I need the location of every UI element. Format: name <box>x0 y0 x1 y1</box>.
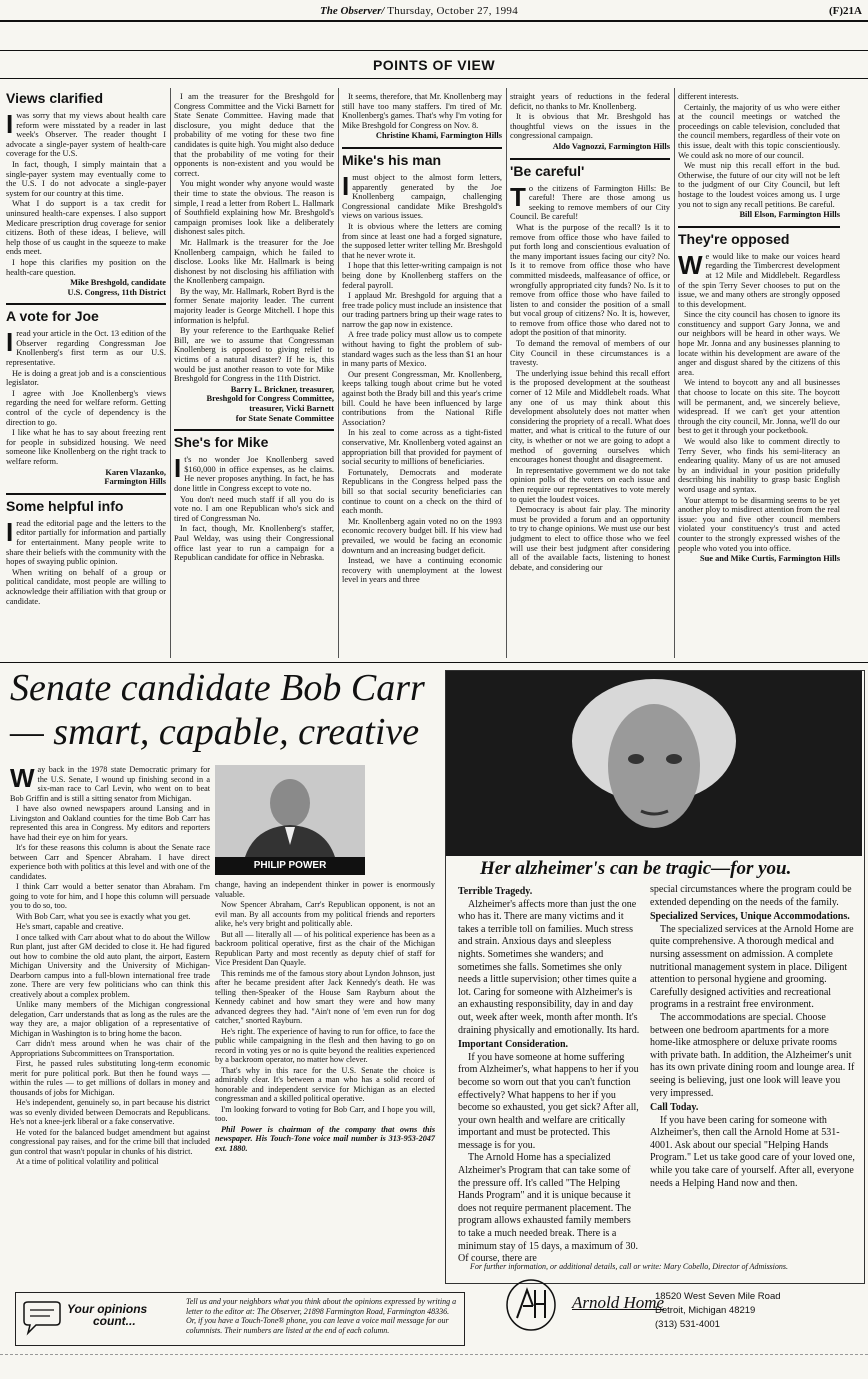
column-paragraph: I once talked with Carr about what to do about the Willow Run plant, just after GM decided to close it. He had figured out how to combine the old auto plant, the airport, Eastern Michigan University and the University of Michigan-Dearborn campus into a full-blown international free trade zone. There are very few politicians who can think this creatively about a complex problem. <box>10 932 210 999</box>
column-paragraph: change, having an independent thinker in power is enormously valuable. <box>215 880 435 899</box>
letter-paragraph: I hope that this letter-writing campaign is not being done by Knollenberg staffers on the federal payroll. <box>342 261 502 290</box>
elderly-woman-image <box>446 671 862 856</box>
letter-paragraph: Our present Congressman, Mr. Knollenberg, keeps talking tough about crime but he voted against both the Brady bill and this year's crime bill. Could he have been influenced by large contributions from the National Rifle Association? <box>342 369 502 427</box>
drop-cap: T <box>510 181 526 212</box>
letter-paragraph: In fact, though, Mr. Knollenberg's staffer, Paul Welday, was using their Congressional office last year to run a campaign for a Republican candidate for office in Nebraska. <box>174 524 334 563</box>
ad-brand-name: Arnold Home <box>572 1293 665 1312</box>
column-paragraph: He voted for the balanced budget amendment but against congressional pay raises, and for the crime bill that included gun control that wasn't popular in chunks of his district. <box>10 1127 210 1156</box>
photo-caption: PHILIP POWER <box>215 857 365 875</box>
letter-paragraph: I like what he has to say about freezing rent for people in subsidized housing. We need someone like Knollenberg on the right track to welfare reform. <box>6 428 166 466</box>
column-paragraph: At a time of political volatility and political <box>16 1157 159 1166</box>
letter-signature: Christine Khami, Farmington Hills <box>375 131 502 141</box>
letter-paragraph: Democracy is about fair play. The minority must be provided a forum and an opportunity to try to change opinions. We must use our best judgment to elect to office those who we feel will use their best judgment after considering all of the available facts, listening to honest debate, and considering our <box>510 505 670 572</box>
letter-paragraph: I applaud Mr. Breshgold for arguing that a free trade policy must include an insistence that our trading partners bring up their wage rates to narrow the gap now in existence. <box>342 291 503 329</box>
letter-paragraph: We intend to boycott any and all businesses that choose to locate on this site. The boycott will be permanent, and, we sincerely believe, widespread. If we can't get your attention through the city council, Mr. Jonna, we'll do our best to get it through your pocketbook. <box>678 378 840 436</box>
column-paragraph: But all — literally all — of his political experience has been as a backroom political operative, first as the chair of the Michigan Republican Party and most recently as deputy chief of staff for Vice President Dan Quayle. <box>215 929 435 967</box>
issue-date: Thursday, October 27, 1994 <box>387 5 519 17</box>
letter-signature: Mike Breshgold, candidate U.S. Congress, 11th District <box>67 278 166 297</box>
letter-paragraph: He is doing a great job and is a conscientious legislator. <box>6 368 166 388</box>
column-paragraph: Unlike many members of the Michigan congressional delegation, Carr understands that as long as the rules are the way they are, a major obligation of a representative of Michigan in Washington is to bring home the bacon. <box>10 1000 210 1038</box>
speech-bubble-icon <box>22 1301 62 1335</box>
column-divider <box>338 88 339 658</box>
ad-paragraph: Alzheimer's affects more than just the one who has it. There are many victims and it takes a terrible toll on families. Much stress and strain. Anxious days and sleepless nights. Sometimes she wanders; and sometimes she falls. Sometimes she only needs a little supervision; other times quite a lot. Caring for someone with Alzheimer's is an exhausting responsibility, day in and day out, week after week, month after month. It's draining physically and emotionally. Its hard. <box>458 898 640 1036</box>
letter-paragraph: Imust object to the almost form letters, apparently generated by the Joe Knollenberg campaign, challenging Congressional candidate Mike Breshgold's views on various issues. <box>342 170 502 221</box>
letter-paragraph: We would also like to comment directly to Terry Sever, who finds his semi-literacy an endearing quality. Many of us are not amused by an individual in your position pridefully describing his inability to grasp basic English word usage and syntax. <box>678 437 840 494</box>
ad-paragraph: special circumstances where the program could be extended depending on the needs of the family. <box>650 884 852 908</box>
letter-paragraph: Iwas sorry that my views about health care reform were misstated by a reader in last week's Observer. The reader thought I advocate a single-payer system of health-care coverage for the U.S. <box>6 109 166 159</box>
column-paragraph: That's why in this race for the U.S. Senate the choice is admirably clear. It's between a man who has a solid record of honorable and independent service for Michigan as an elected congressman and a skilled political operative. <box>215 1065 435 1103</box>
drop-cap: W <box>10 763 35 793</box>
ad-phone: (313) 531-4001 <box>655 1319 720 1330</box>
section-divider <box>0 662 868 663</box>
drop-cap: I <box>6 516 14 547</box>
ad-paragraph: The Arnold Home has a specialized Alzheimer's Program that can take some of the pressure off. It's called "The Helping Hands Program" and it is unique because it does not require permanent placement. The program allows exhausted family members to take a much needed break. There is a minimum stay of 15 days, a maximum of 30. Of course, there are <box>458 1152 638 1265</box>
letter-signature: Karen Vlazanko, Farmington Hills <box>104 467 166 487</box>
letter-paragraph: I hope this clarifies my position on the health-care question. <box>6 257 166 277</box>
column-paragraph: Way back in the 1978 state Democratic primary for the U.S. Senate, I wound up finishing second in a six-man race to Carl Levin, who went on to beat Bob Griffin and is still a sitting senator from Michigan. <box>10 763 210 803</box>
headline-some-helpful-info: Some helpful info <box>6 493 166 515</box>
letters-column-4 <box>510 92 670 658</box>
letter-signature: Bill Elson, Farmington Hills <box>739 210 840 220</box>
letters-column-2 <box>174 92 334 658</box>
letter-paragraph: By the way, Mr. Hallmark, Robert Byrd is the former Senate majority leader. The current majority leader is George Mitchell. I hope this information is helpful. <box>174 286 334 325</box>
letter-paragraph: In representative government we do not take opinion polls of the voters on each issue and then require our representatives to vote merely to quiet the loudest voices. <box>510 465 670 504</box>
ad-footer-note: For further information, or additional details, call or write: Mary Cobello, Director of Admissions. <box>470 1262 788 1271</box>
letter-paragraph: You don't need much staff if all you do is vote no. I am one Republican who's sick and tired of Congressman No. <box>174 494 334 523</box>
letter-paragraph: I agree with Joe Knollenberg's views regarding the need for welfare reform. Getting control of the cycle of dependency is the direction to go. <box>6 388 166 427</box>
letter-paragraph: different interests. <box>678 92 739 101</box>
page-bottom-edge <box>0 1354 868 1356</box>
headline-shes-for-mike: She's for Mike <box>174 429 334 451</box>
your-opinions-badge <box>22 1301 158 1335</box>
page-number: (F)21A <box>829 5 862 17</box>
carr-column-2 <box>215 880 435 1260</box>
letter-paragraph: It's no wonder Joe Knollenberg saved $160,000 in office expenses, as he claims. He never proposes anything. In fact, he has done little in Congress except to vote no. <box>174 453 334 493</box>
headline-be-careful: 'Be careful' <box>510 158 670 180</box>
letter-paragraph: A free trade policy must allow us to compete without having to fight the problem of sub-standard wages such as the less than $1 an hour in many parts of Mexico. <box>342 330 502 369</box>
drop-cap: I <box>174 453 182 484</box>
ad-paragraph: If you have someone at home suffering from Alzheimer's, what happens to her if you become so worn out that you can't function effectively? What happens to her if you become so exhausted, you get sick? After all, your own health and welfare are critically important and must be protected. This message is for you. <box>458 1051 639 1151</box>
column-paragraph: Carr didn't mess around when he was chair of the Appropriations Subcommittees on Transportation. <box>10 1039 210 1058</box>
ad-subhead: Specialized Services, Unique Accommodations. <box>650 911 850 923</box>
letter-signature: Barry L. Brickner, treasurer, Breshgold for Congress Committee, treasurer, Vicki Barnett for State Senate Committee <box>206 384 334 423</box>
letter-paragraph: In fact, though, I simply maintain that a single-payer system may eventually come to the U.S. I do not advocate a single-payer system for our country at this time. <box>6 159 166 198</box>
letter-signature: Aldo Vagnozzi, Farmington Hills <box>552 141 670 151</box>
carr-column-1 <box>10 765 210 1260</box>
letter-paragraph: Mr. Hallmark is the treasurer for the Joe Knollenberg campaign, which he failed to disclose. Looks like Mr. Hallmark is being dishonest by not disclosing his affiliation with the Knollenberg campaign. <box>174 237 334 286</box>
column-paragraph: This reminds me of the famous story about Lyndon Johnson, just after he became president after Jack Kennedy's death. He was telling then-Speaker of the House Sam Rayburn about the Kennedy cabinet and how smart they were and how many advanced degrees they had. "Ain't none of 'em even run for dog catcher," snorted Rayburn. <box>215 968 435 1025</box>
letter-paragraph: To the citizens of Farmington Hills: Be careful! There are those among us seeking to remove members of our City Council. Be careful! <box>510 181 670 222</box>
letter-paragraph: Iread the editorial page and the letters to the editor partially for information and partially for entertainment. Many people write to share their beliefs with the community with the hopes of swaying public opinion. <box>6 516 166 567</box>
letter-paragraph: What I do support is a tax credit for uninsured health-care expenses. I also support Medicare prescription drug coverage for senior citizens. Both of these ideas, I believe, will help those of us caught in the squeeze to make ends meet. <box>6 199 166 257</box>
ad-paragraph: The accommodations are special. Choose between one bedroom apartments for a more home-like atmosphere or deluxe private rooms with private bath. In addition, the Alzheimer's unit has its own private dining room and lounge area. If seeing is believing, just one look will leave you very impressed. <box>650 1011 855 1099</box>
drop-cap: I <box>342 170 350 201</box>
masthead <box>320 5 518 17</box>
letter-paragraph: Iread your article in the Oct. 13 edition of the Observer regarding Congressman Joe Knollenberg's first term as our U.S. representative. <box>6 327 166 368</box>
column-paragraph: He's right. The experience of having to run for office, to face the public while campaigning in the flesh and then having to go on record in voting yes or no is quite beyond the realities experienced by a backroom operator, no matter how clever. <box>215 1026 435 1064</box>
page-header <box>0 0 868 44</box>
headline-mikes-his-man: Mike's his man <box>342 147 502 169</box>
letter-paragraph: In his zeal to come across as a tight-fisted conservative, Mr. Knollenberg voted against an appropriation bill that provided for payment of social security to millions of beneficiaries. <box>342 428 502 467</box>
column-paragraph: It's for these reasons this column is about the Senate race between Carr and Spencer Abraham. I have direct experience both with politics at this level and with one of the candidates. <box>10 843 210 881</box>
portrait-image <box>215 765 365 857</box>
address-city: Detroit, Michigan 48219 <box>655 1305 756 1316</box>
header-rule <box>0 20 868 22</box>
headline-views-clarified: Views clarified <box>6 90 104 106</box>
columnist-photo <box>215 765 365 875</box>
ad-subhead: Call Today. <box>650 1102 699 1114</box>
drop-cap: I <box>6 327 14 358</box>
column-divider <box>506 88 507 658</box>
letter-paragraph: You might wonder why anyone would waste their time to state the obvious. The reason is simple, I read a letter from Robert L. Hallmark of Southfield explaining how Mr. Breshgold's campaign promises look like a deliberately dishonest sales pitch. <box>174 179 334 237</box>
letter-paragraph: The underlying issue behind this recall effort is the proposed development at the southeast corner of 12 Mile and Middlebelt roads. What any one of us may think about this development absolutely does not matter when considering the propriety of a recall. What does matter, and what is critical to the future of our city, is whether or not we are going to adopt a method of governing ourselves which encourages honest thought and disagreement. <box>510 368 670 465</box>
column-divider <box>170 88 171 658</box>
column-headline: Senate candidate Bob Carr — smart, capable, creative <box>10 667 425 753</box>
ad-subhead: Important Consideration. <box>458 1039 569 1051</box>
ad-column-2 <box>650 884 855 1256</box>
letter-paragraph: Instead, we have a continuing economic recovery with unemployment at the lowest level in years and three <box>342 556 502 585</box>
section-title: POINTS OF VIEW <box>372 57 496 73</box>
letter-paragraph: straight years of reductions in the federal deficit, no thanks to Mr. Knollenberg. <box>510 92 670 111</box>
letter-paragraph: It seems, therefore, that Mr. Knollenberg may still have too many staffers. I'm tired of Mr. Knollenberg's games. That's why I'm voting for Mike Breshgold for Congress on Nov. 8. <box>342 92 502 130</box>
column-paragraph: He's independent, genuinely so, in part because his district was so evenly divided between Democrats and Republicans. He's not a knee-jerk liberal or a fake conservative. <box>10 1098 210 1126</box>
ad-headline: Her alzheimer's can be tragic—for you. <box>480 858 792 879</box>
column-paragraph: I think Carr would a better senator than Abraham. I'm going to vote for him, and I hope this column will persuade you to do so, too. <box>10 882 210 910</box>
drop-cap: I <box>6 109 14 139</box>
drop-cap: W <box>678 249 703 280</box>
column-paragraph: With Bob Carr, what you see is exactly what you get. <box>16 911 191 921</box>
ad-paragraph: The specialized services at the Arnold Home are quite comprehensive. A thorough medical and nursing assessment on admission. A complete nutritional management system in place. Diligent attention to personal hygiene and grooming. Carefully designed activities and recreational programs in a restraint free environment. <box>650 923 854 1011</box>
headline-theyre-opposed: They're opposed <box>678 226 840 248</box>
letter-paragraph: When writing on behalf of a group or political candidate, most people are willing to acknowledge their affiliation with that group or candidate. <box>6 567 166 606</box>
section-rule-bottom <box>0 78 868 79</box>
ad-paragraph: If you have been caring for someone with Alzheimer's, then call the Arnold Home at 531-4001. Ask about our special "Helping Hands Program." Let us take good care of your loved one, while you take care of yourself. After all, everyone needs a Helping Hand now and then. <box>650 1114 855 1189</box>
section-rule-top <box>0 50 868 51</box>
letter-paragraph: Since the city council has chosen to ignore its constituency and support Gary Jonna, we and our neighbors will be heard in other ways. We hope Mr. Jonna and any businesses planning to locate within his development are aware of the anger and disgust shared by the citizens of this area. <box>678 310 840 377</box>
headline-vote-for-joe: A vote for Joe <box>6 303 166 325</box>
letter-paragraph: I am the treasurer for the Breshgold for Congress Committee and the Vicki Barnett for State Senate Committee. Having made that disclosure, you might deduce that the probability of me voting for these two fine candidates is quite high. You might also deduce that the probability of me voting for their opponents is non-existent and you would be correct. <box>174 92 334 178</box>
paper-name: The Observer/ <box>320 5 385 17</box>
badge-title: Your opinions count... <box>67 1302 148 1328</box>
columnist-bio: Phil Power is chairman of the company that owns this newspaper. His Touch-Tone voice mail number is 313-953-2047 ext. 1880. <box>215 1124 435 1153</box>
letter-paragraph: Certainly, the majority of us who were either at the council meetings or watched the proceedings on cable television, concluded that the council members, regardless of their vote on this issue, dealt with this topic conscientiously. We could ask no more of our council. <box>678 102 840 160</box>
letter-paragraph: It is obvious that Mr. Breshgold has thoughtful views on the issues in the congressional campaign. <box>510 112 670 141</box>
column-paragraph: He's smart, capable and creative. <box>16 922 124 931</box>
letter-paragraph: We would like to make our voices heard regarding the Timbercrest development at 12 Mile and Middlebelt. Regardless of the spin Terry Sever chooses to put on the issue, we and many others are strongly opposed to this development. <box>678 249 840 309</box>
column-paragraph: I have also owned newspapers around Lansing and in Livingston and Oakland counties for the time Bob Carr has represented this area in Congress. My editors and reporters have had their eye on him for years. <box>10 804 210 842</box>
your-opinions-box <box>15 1292 465 1346</box>
ad-subhead: Terrible Tragedy. <box>458 886 533 897</box>
letter-paragraph: Mr. Knollenberg again voted no on the 1993 economic recovery budget bill. If his view had prevailed, we would be facing an economic downturn and an increasing budget deficit. <box>342 516 502 555</box>
letter-paragraph: It is obvious where the letters are coming from since at least one had a forged signature, the supposed letter writer telling Mr. Breshgold that he never wrote it. <box>342 221 502 260</box>
address-street: 18520 West Seven Mile Road <box>655 1291 781 1302</box>
your-opinions-text: Tell us and your neighbors what you think about the opinions expressed by writing a letter to the editor at: The Observer, 21898 Farmington Road, Farmington 48336. Or, if you have a Touch-Tone® phone, you can leave a voice mail message for our columnists. Their numbers are listed at the end of each column. <box>186 1297 457 1335</box>
column-divider <box>674 88 675 658</box>
letters-column-3 <box>342 92 502 658</box>
ad-column-1 <box>458 884 640 1265</box>
column-paragraph: First, he passed rules substituting long-term economic merit for pure political pork. But then he found ways — within the rules — to get millions of dollars in money and thousands of jobs for Michigan. <box>10 1059 210 1097</box>
letter-paragraph: By your reference to the Earthquake Relief Bill, are we to assume that Congressman Knollenberg is opposed to giving relief to victims of a natural disaster? If he is, this would be just another reason to vote for Mike Breshgold for Congress in the 11th District. <box>174 326 334 384</box>
letter-paragraph: What is the purpose of the recall? Is it to remove from office those who have failed to put forth long and conscientious evaluation of the many important issues facing our city? No. Is it to remove from office those who have committed misdeeds, malfeasance of office, or wrongfully appropriated city funds? No. Is it to remove from office those who have failed to listen to and consider the position of a small but vocal group of citizens? No. It is, however, to remove from office those who dared not to adopt the position of that minority. <box>510 222 670 338</box>
letter-paragraph: Your attempt to be disarming seems to be yet another ploy to misdirect attention from the real issue: you and five other council members violated your constituency's trust and acted counter to the strongly expressed wishes of the people who voted you into office. <box>678 495 840 553</box>
letters-column-1 <box>6 88 166 658</box>
ad-photo <box>446 671 862 856</box>
letters-column-5 <box>678 92 840 658</box>
column-paragraph: Now Spencer Abraham, Carr's Republican opponent, is not an evil man. By all accounts from my political friends and reporters alike, he's very bright and politically able. <box>215 900 435 928</box>
arnold-home-logo-icon <box>505 1278 557 1332</box>
letter-signature: Sue and Mike Curtis, Farmington Hills <box>699 554 840 564</box>
letter-paragraph: Fortunately, Democrats and moderate Republicans in the Congress helped pass the bill so that social security beneficiaries can continue to count on a check on the third of each month. <box>342 467 502 516</box>
ad-address <box>655 1290 781 1332</box>
column-paragraph: I'm looking forward to voting for Bob Carr, and I hope you will, too. <box>215 1104 435 1123</box>
letter-paragraph: We must nip this recall effort in the bud. Otherwise, the future of our city will not be left to the judgment of our City Council, but left hostage to the loudest voices among us. I urge you not to sign any recall petitions. Be careful. <box>678 161 840 209</box>
letter-paragraph: To demand the removal of members of our City Council in these circumstances is a travesty. <box>510 339 670 368</box>
